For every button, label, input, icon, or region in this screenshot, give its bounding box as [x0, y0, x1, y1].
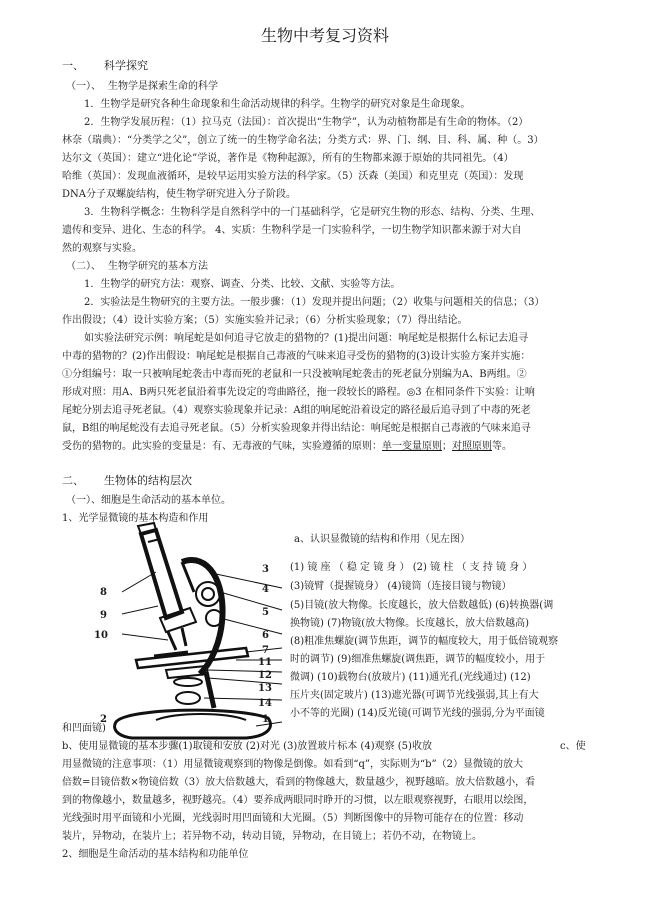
subsection-2-number: （二）、: [66, 261, 101, 272]
figure-continuation: 和凹面镜): [62, 723, 106, 734]
paragraph-line: 形成对照：用A、B两只死老鼠沿着事先设定的弯曲路径，拖一段较长的路程。◎3 在相同条件下实验：让响: [62, 387, 535, 398]
figure-label-10: 10: [94, 630, 108, 641]
paragraph-line: ①分组编号：取一只被响尾蛇袭击中毒而死的老鼠和一只没被响尾蛇袭击的死老鼠分别编为A、B两组。②: [62, 369, 527, 380]
figure-label-14: 14: [258, 698, 272, 709]
figure-label-3: 3: [262, 564, 269, 575]
principle-single-variable: 单一变量原则: [382, 441, 442, 452]
figure-label-12: 12: [258, 670, 272, 681]
figure-label-11: 11: [258, 657, 272, 668]
figure-line: (8)粗准焦螺旋(调节焦距，调节的幅度较大，用于低倍镜观察: [290, 636, 559, 647]
paragraph-line: 光线强时用平面镜和小光圈，光线弱时用凹面镜和大光圈。（5）判断图像中的异物可能存在的位置：移动: [62, 813, 524, 824]
principle-control: 对照原则: [452, 441, 492, 452]
figure-label-7: 7: [262, 645, 269, 656]
paragraph-line-with-principles: [62, 437, 512, 456]
figure-label-13: 13: [258, 683, 272, 694]
figure-line: 压片夹(固定玻片) (13)遮光器(可调节光线强弱,其上有大: [290, 690, 539, 701]
paragraph-line: 如实验法研究示例：响尾蛇是如何追寻它放走的猎物的？(1)提出问题：响尾蛇是根据什么标记去追寻: [84, 333, 529, 344]
paragraph-line: 遗传和变异、进化、生态的科学。 4、实质：生物科学是一门实验科学，一切生物学知识都来源于对大自: [62, 225, 522, 236]
paragraph-line: 哈维（英国）：发现血液循环，是较早运用实验方法的科学家。（5）沃森（美国）和克里克（英国）：发现: [62, 171, 524, 182]
paragraph-line: 2．实验法是生物研究的主要方法。一般步骤：（1）发现并提出问题；（2）收集与问题相关的信息；（3）: [84, 297, 545, 308]
paragraph-line: 到的物像越小，数量越多，视野越亮。（4）要养成两眼同时睁开的习惯，以左眼观察视野，右眼用以绘图，: [62, 795, 534, 806]
page-title: 生物中考复习资料: [260, 26, 389, 45]
paragraph-line: 1．生物学是研究各种生命现象和生命活动规律的科学。生物学的研究对象是生命现象。: [84, 99, 471, 110]
paragraph-line: 中毒的猎物的？(2)作出假设：响尾蛇是根据自己毒液的气味来追寻受伤的猎物的(3)设计实验方案并实施：: [62, 351, 531, 362]
paragraph-line: 2．生物学发展历程：（1）拉马克（法国）：首次提出“生物学”，认为动植物都是有生命的物体。（2）: [84, 117, 529, 128]
figure-label-9: 9: [100, 610, 107, 621]
subsection-2-title: 生物学研究的基本方法: [108, 261, 208, 272]
figure-line: (1) 镜 座 （ 稳 定 镜 身 ） (2) 镜 柱 （ 支 持 镜 身 ）: [290, 562, 533, 573]
paragraph-line: 装片，异物动，在装片上；若异物不动，转动目镜，异物动，在目镜上；若仍不动，在物镜上。: [62, 831, 482, 842]
figure-label-1: 1: [262, 714, 269, 725]
paragraph-line: 尾蛇分别去追寻死老鼠。（4）观察实验现象并记录：A组的响尾蛇沿着设定的路径最后追寻到了中毒的死老: [62, 405, 531, 416]
paragraph-line: 倍数=目镜倍数×物镜倍数（3）放大倍数越大，看到的物像越大，数量越少，视野越暗。放大倍数越小，看: [62, 777, 536, 788]
paragraph-line: 达尔文（英国）：建立“进化论”学说，著作是《物种起源》，所有的生物都来源于原始的共同祖先。（4）: [62, 153, 514, 164]
figure-label-6: 6: [262, 630, 269, 641]
paragraph-line: 林奈（瑞典）：“分类学之父”，创立了统一的生物学命名法；分类方式：界、门、纲、目、科、属、种（。3）: [62, 135, 544, 146]
figure-label-4: 4: [262, 584, 269, 595]
figure-label-8: 8: [100, 587, 107, 598]
figure-line: 小不等的光圈) (14)反光镜(可调节光线的强弱,分为平面镜: [290, 708, 545, 719]
subsection-1-number: （一）、: [66, 81, 101, 92]
figure-label-2: 2: [100, 714, 107, 725]
paragraph-line: 用显微镜的注意事项：（1）用显微镜观察到的物像是倒像。如看到“q”，实际则为“b”（2）显微镜的放大: [62, 759, 523, 770]
paragraph-line: 1．生物学的研究方法：观察、调查、分类、比较、文献、实验等方法。: [84, 279, 401, 290]
figure-line: 时的调节) (9)细准焦螺旋(调焦距，调节的幅度较小，用于: [290, 654, 546, 665]
section-1-number: 一、: [62, 59, 84, 72]
subsection-cell-title: （一）、细胞是生命活动的基本单位。: [66, 495, 231, 506]
paragraph-line: DNA分子双螺旋结构，使生物学研究进入分子阶段。: [62, 189, 296, 200]
notes-label: c、使: [560, 741, 586, 752]
figure-line: 换物镜) (7)物镜(放大物像。长度越长，放大倍数越高): [290, 618, 530, 629]
steps-line: b、使用显微镜的基本步骤(1)取镜和安放 (2)对光 (3)放置玻片标本 (4)观察 (5)收放: [62, 741, 432, 752]
separator: ；: [442, 441, 452, 452]
item-cell-title: 2、细胞是生命活动的基本结构和功能单位: [62, 849, 249, 860]
paragraph-line: 然的观察与实验。: [62, 243, 142, 254]
figure-line: 微调) (10)载物台(放玻片) (11)通光孔(光线通过) (12): [290, 672, 531, 683]
section-1-heading: 科学探究: [104, 59, 148, 72]
figure-line: (5)目镜(放大物像。长度越长，放大倍数越低) (6)转换器(调: [290, 600, 554, 611]
section-2-heading: 生物体的结构层次: [104, 474, 192, 487]
figure-line: (3)镜臂（提握镜身） (4)镜筒（连接目镜与物镜）: [290, 581, 512, 592]
section-2-number: 二、: [62, 474, 84, 487]
figure-label-5: 5: [262, 607, 269, 618]
paragraph-line: 作出假设；（4）设计实验方案；（5）实施实验并记录；（6）分析实验现象；（7）得出结论。: [62, 315, 468, 326]
subsection-1-title: 生物学是探索生命的科学: [108, 81, 218, 92]
paragraph-text: 受伤的猎物的。此实验的变量是：有、无毒液的气味，实验遵循的原则：: [62, 441, 382, 452]
figure-caption-a: a、认识显微镜的结构和作用（见左图）: [294, 534, 470, 545]
paragraph-line: 3．生物科学概念：生物科学是自然科学中的一门基础科学，它是研究生物的形态、结构、分类、生理、: [84, 207, 541, 218]
sentence-end: 等。: [492, 441, 512, 452]
item-microscope-title: 1、光学显微镜的基本构造和作用: [62, 513, 209, 524]
paragraph-line: 鼠，B组的响尾蛇没有去追寻死老鼠。（5）分析实验现象并得出结论：响尾蛇是根据自己毒液的气味来追寻: [62, 423, 531, 434]
